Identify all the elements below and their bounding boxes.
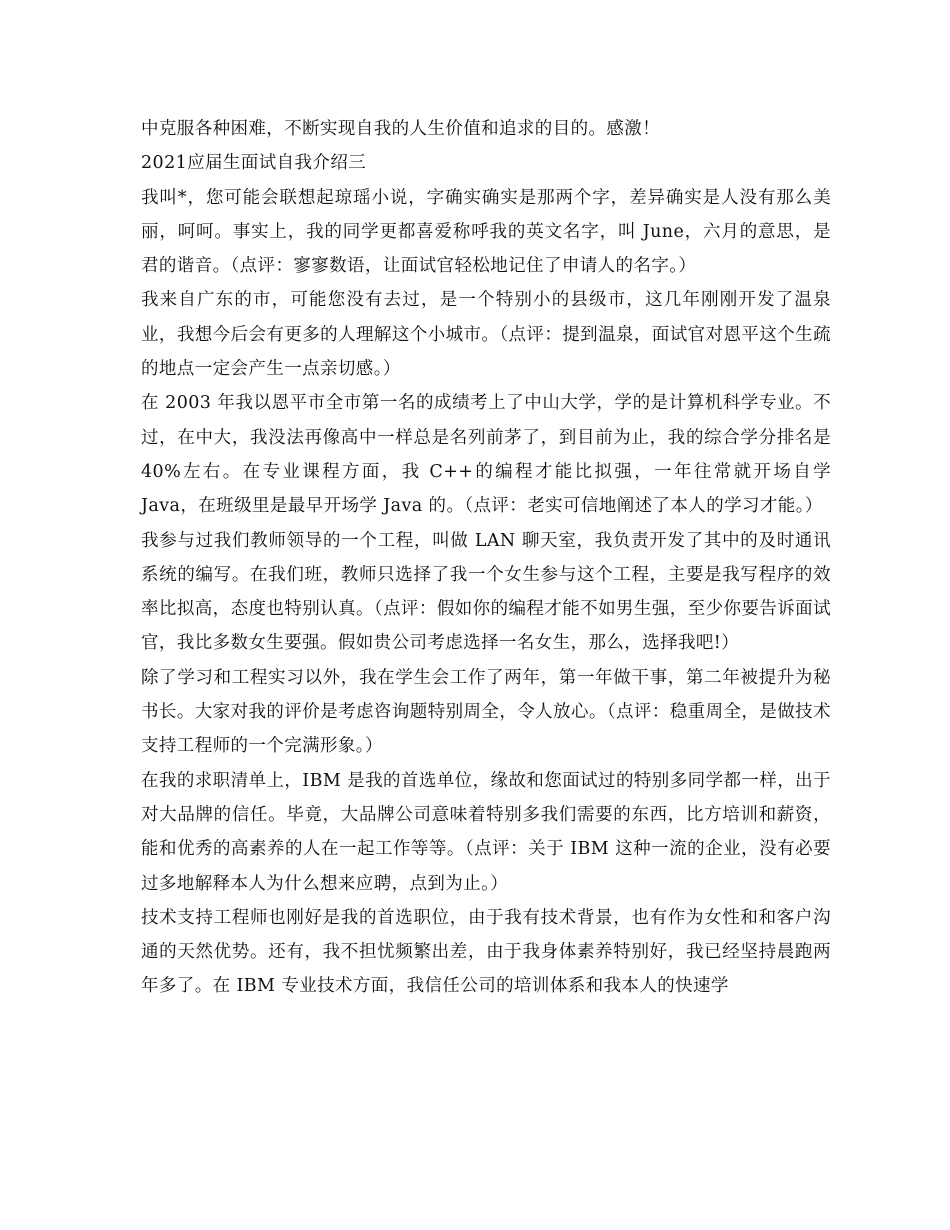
document-body <box>141 112 831 1004</box>
section-heading: 2021应届生面试自我介绍三 <box>141 153 367 174</box>
paragraph-position-choice: 技术支持工程师也刚好是我的首选职位，由于我有技术背景，也有作为女性和和客户沟通的天然优势。还有，我不担忧频繁出差，由于我身体素养特别好，我已经坚持晨跑两年多了。在 IBM 专业技术方面，我信任公司的培训体系和我本人的快速学 <box>141 907 831 997</box>
paragraph-education: 在 2003 年我以恩平市全市第一名的成绩考上了中山大学，学的是计算机科学专业。不过，在中大，我没法再像高中一样总是名列前茅了，到目前为止，我的综合学分排名是 40%左右。在专业课程方面，我 C++的编程才能比拟强，一年往常就开场自学 Java，在班级里是最早开场学 Java 的。（点评：老实可信地阐述了本人的学习才能。） <box>141 393 831 517</box>
paragraph-name-intro: 我叫*，您可能会联想起琼瑶小说，字确实确实是那两个字，差异确实是人没有那么美丽，呵呵。事实上，我的同学更都喜爱称呼我的英文名字，叫 June，六月的意思，是君的谐音。（点评：寥寥数语，让面试官轻松地记住了申请人的名字。） <box>141 187 831 277</box>
paragraph-closing-line: 中克服各种困难，不断实现自我的人生价值和追求的目的。感激！ <box>141 119 661 139</box>
paragraph-student-union: 除了学习和工程实习以外，我在学生会工作了两年，第一年做干事，第二年被提升为秘书长。大家对我的评价是考虑咨询题特别周全，令人放心。（点评：稳重周全，是做技术支持工程师的一个完满形象。） <box>141 667 831 757</box>
paragraph-employer-choice: 在我的求职清单上，IBM 是我的首选单位，缘故和您面试过的特别多同学都一样，出于对大品牌的信任。毕竟，大品牌公司意味着特别多我们需要的东西，比方培训和薪资，能和优秀的高素养的人在一起工作等等。（点评：关于 IBM 这种一流的企业，没有必要过多地解释本人为什么想来应聘，点到为止。） <box>141 770 831 894</box>
paragraph-project: 我参与过我们教师领导的一个工程，叫做 LAN 聊天室，我负责开发了其中的及时通讯系统的编写。在我们班，教师只选择了我一个女生参与这个工程，主要是我写程序的效率比拟高，态度也特别认真。（点评：假如你的编程才能不如男生强，至少你要告诉面试官，我比多数女生要强。假如贵公司考虑选择一名女生，那么，选择我吧!） <box>141 530 831 654</box>
paragraph-hometown: 我来自广东的市，可能您没有去过，是一个特别小的县级市，这几年刚刚开发了温泉业，我想今后会有更多的人理解这个小城市。（点评：提到温泉，面试官对恩平这个生疏的地点一定会产生一点亲切感。） <box>141 290 831 380</box>
